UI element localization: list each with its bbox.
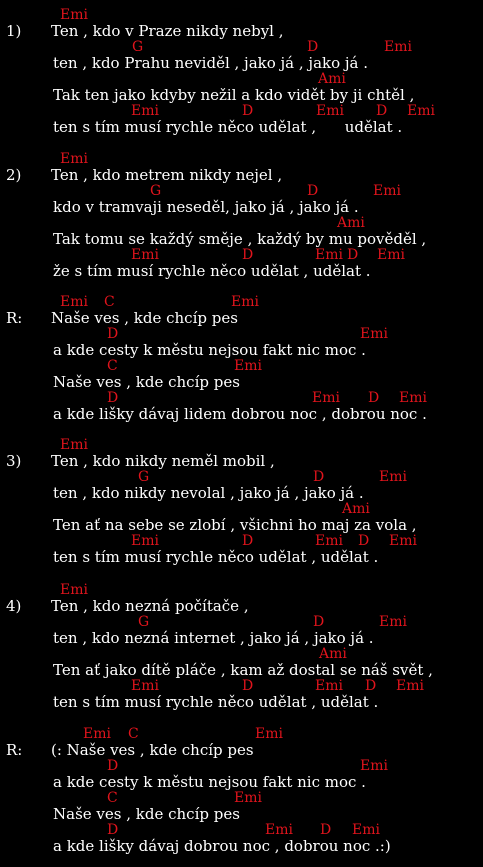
lyric-line: Ten , kdo nikdy neměl mobil , bbox=[51, 452, 275, 470]
lyric-line: Naše ves , kde chcíp pes bbox=[53, 373, 240, 391]
section-label: 1) bbox=[6, 22, 22, 40]
chord-label: Emi bbox=[131, 533, 159, 549]
lyric-line: a kde cesty k městu nejsou fakt nic moc . bbox=[53, 773, 366, 791]
chord-label: Ami bbox=[319, 646, 347, 662]
chord-label: Emi bbox=[373, 183, 401, 199]
chord-label: D bbox=[358, 533, 370, 549]
chord-label: Emi bbox=[384, 39, 412, 55]
chord-label: Emi bbox=[234, 358, 262, 374]
lyric-line: a kde cesty k městu nejsou fakt nic moc . bbox=[53, 341, 366, 359]
chord-label: Emi bbox=[231, 294, 259, 310]
lyric-line: Tak tomu se každý směje , každý by mu pověděl , bbox=[53, 230, 427, 248]
chord-label: Emi bbox=[360, 758, 388, 774]
chord-label: Emi bbox=[131, 103, 159, 119]
section-label: 3) bbox=[6, 452, 22, 470]
chord-label: Emi bbox=[379, 614, 407, 630]
chord-label: Ami bbox=[342, 501, 370, 517]
lyric-line: že s tím musí rychle něco udělat , udělat . bbox=[53, 262, 371, 280]
section-label: 4) bbox=[6, 597, 22, 615]
chord-label: D bbox=[307, 39, 319, 55]
lyric-line: Naše ves , kde chcíp pes bbox=[51, 309, 238, 327]
chord-label: D bbox=[376, 103, 388, 119]
chord-label: Emi bbox=[379, 469, 407, 485]
section-label: 2) bbox=[6, 166, 22, 184]
chord-label: D bbox=[307, 183, 319, 199]
lyric-line: Ten ať na sebe se zlobí , všichni ho maj za vola , bbox=[53, 516, 417, 534]
chord-label: D bbox=[242, 678, 254, 694]
chord-label: Emi bbox=[396, 678, 424, 694]
chord-label: Emi bbox=[312, 390, 340, 406]
chord-label: G bbox=[138, 614, 150, 630]
lyric-line: ten , kdo nikdy nevolal , jako já , jako já . bbox=[53, 484, 364, 502]
lyric-line: kdo v tramvaji neseděl, jako já , jako já . bbox=[53, 198, 359, 216]
chord-label: Emi bbox=[60, 294, 88, 310]
lyric-line: Tak ten jako kdyby nežil a kdo vidět by ji chtěl , bbox=[53, 86, 415, 104]
chord-label: G bbox=[138, 469, 150, 485]
chord-label: Emi bbox=[131, 678, 159, 694]
lyric-line: ten , kdo nezná internet , jako já , jako já . bbox=[53, 629, 374, 647]
chord-label: Emi bbox=[377, 247, 405, 263]
chord-label: D bbox=[107, 390, 119, 406]
chord-label: Emi bbox=[315, 533, 343, 549]
lyric-line: (: Naše ves , kde chcíp pes bbox=[51, 741, 254, 759]
lyric-line: a kde lišky dávaj dobrou noc , dobrou noc .:) bbox=[53, 837, 391, 855]
chord-label: Emi bbox=[83, 726, 111, 742]
lyric-line: ten , kdo Prahu neviděl , jako já , jako já . bbox=[53, 54, 369, 72]
chord-label: D bbox=[107, 326, 119, 342]
chord-label: D bbox=[107, 758, 119, 774]
lyric-line: ten s tím musí rychle něco udělat , udělat . bbox=[53, 118, 403, 136]
chord-label: Ami bbox=[337, 215, 365, 231]
lyric-line: a kde lišky dávaj lidem dobrou noc , dobrou noc . bbox=[53, 405, 427, 423]
chord-label: G bbox=[150, 183, 162, 199]
chord-label: Emi bbox=[255, 726, 283, 742]
chord-label: D bbox=[320, 822, 332, 838]
chord-label: Emi bbox=[131, 247, 159, 263]
chord-label: Emi bbox=[60, 151, 88, 167]
chord-label: D bbox=[347, 247, 359, 263]
chord-label: Emi bbox=[315, 247, 343, 263]
chord-label: D bbox=[313, 614, 325, 630]
chord-label: D bbox=[107, 822, 119, 838]
chord-label: Emi bbox=[60, 7, 88, 23]
chord-label: D bbox=[313, 469, 325, 485]
chord-label: D bbox=[368, 390, 380, 406]
chord-label: C bbox=[104, 294, 115, 310]
lyric-line: Ten ať jako dítě pláče , kam až dostal se náš svět , bbox=[53, 661, 433, 679]
chord-label: Emi bbox=[389, 533, 417, 549]
chord-label: Emi bbox=[265, 822, 293, 838]
chord-label: Emi bbox=[360, 326, 388, 342]
chord-label: D bbox=[365, 678, 377, 694]
chord-label: Emi bbox=[60, 582, 88, 598]
chord-label: D bbox=[242, 103, 254, 119]
chord-label: D bbox=[242, 247, 254, 263]
chord-label: C bbox=[128, 726, 139, 742]
lyric-line: ten s tím musí rychle něco udělat , udělat . bbox=[53, 548, 379, 566]
lyric-line: Ten , kdo metrem nikdy nejel , bbox=[51, 166, 283, 184]
chord-label: Ami bbox=[318, 71, 346, 87]
chord-label: Emi bbox=[352, 822, 380, 838]
chord-label: Emi bbox=[316, 103, 344, 119]
chord-label: D bbox=[242, 533, 254, 549]
lyric-line: Ten , kdo nezná počítače , bbox=[51, 597, 249, 615]
section-label: R: bbox=[6, 741, 23, 759]
chord-label: Emi bbox=[399, 390, 427, 406]
lyric-line: Ten , kdo v Praze nikdy nebyl , bbox=[51, 22, 284, 40]
lyric-line: ten s tím musí rychle něco udělat , udělat . bbox=[53, 693, 379, 711]
chord-label: Emi bbox=[60, 437, 88, 453]
chord-label: C bbox=[107, 790, 118, 806]
chord-label: G bbox=[132, 39, 144, 55]
lyric-line: Naše ves , kde chcíp pes bbox=[53, 805, 240, 823]
section-label: R: bbox=[6, 309, 23, 327]
chord-label: Emi bbox=[407, 103, 435, 119]
chord-label: Emi bbox=[315, 678, 343, 694]
chord-label: Emi bbox=[234, 790, 262, 806]
chord-label: C bbox=[107, 358, 118, 374]
